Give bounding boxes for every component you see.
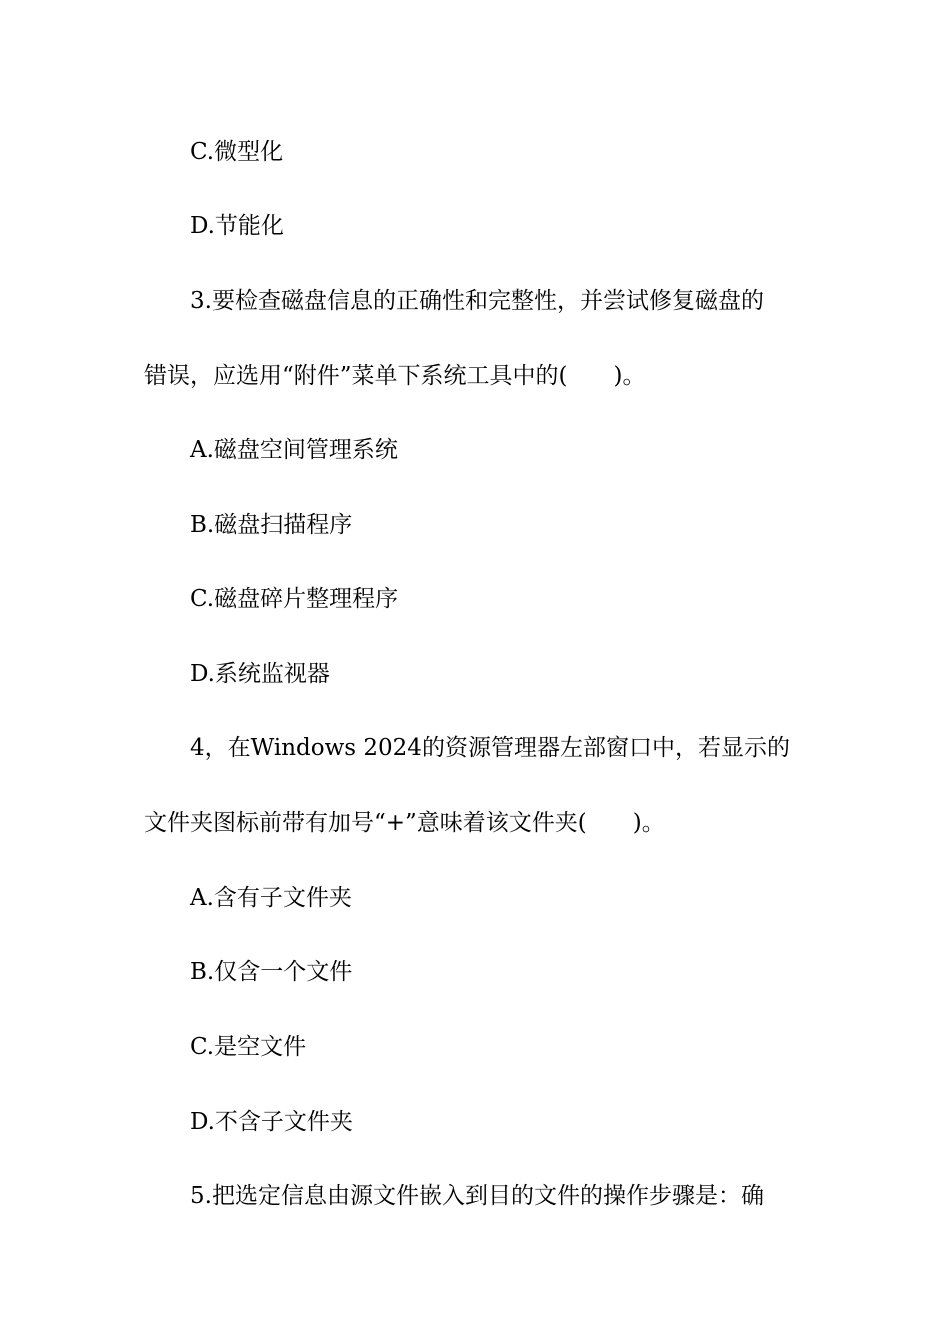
q3-option-c: C.磁盘碎片整理程序 (190, 586, 399, 612)
q4-option-c: C.是空文件 (190, 1034, 307, 1060)
q3-stem-line2: 错误，应选用“附件”菜单下系统工具中的( )。 (144, 363, 646, 389)
q3-stem-line1: 3.要检查磁盘信息的正确性和完整性，并尝试修复磁盘的 (190, 288, 764, 314)
q3-option-d: D.系统监视器 (190, 661, 330, 687)
q4-stem-line1: 4，在Windows 2024的资源管理器左部窗口中，若显示的 (190, 735, 790, 761)
q4-option-a: A.含有子文件夹 (190, 885, 352, 911)
q3-option-b: B.磁盘扫描程序 (190, 512, 353, 538)
q3-option-a: A.磁盘空间管理系统 (190, 437, 398, 463)
q4-stem-line2: 文件夹图标前带有加号“+”意味着该文件夹( )。 (144, 810, 665, 836)
q2-option-d: D.节能化 (190, 213, 284, 239)
q2-option-c: C.微型化 (190, 139, 284, 165)
q4-option-b: B.仅含一个文件 (190, 959, 353, 985)
q5-stem-line1: 5.把选定信息由源文件嵌入到目的文件的操作步骤是：确 (190, 1183, 764, 1209)
q4-option-d: D.不含子文件夹 (190, 1109, 353, 1135)
